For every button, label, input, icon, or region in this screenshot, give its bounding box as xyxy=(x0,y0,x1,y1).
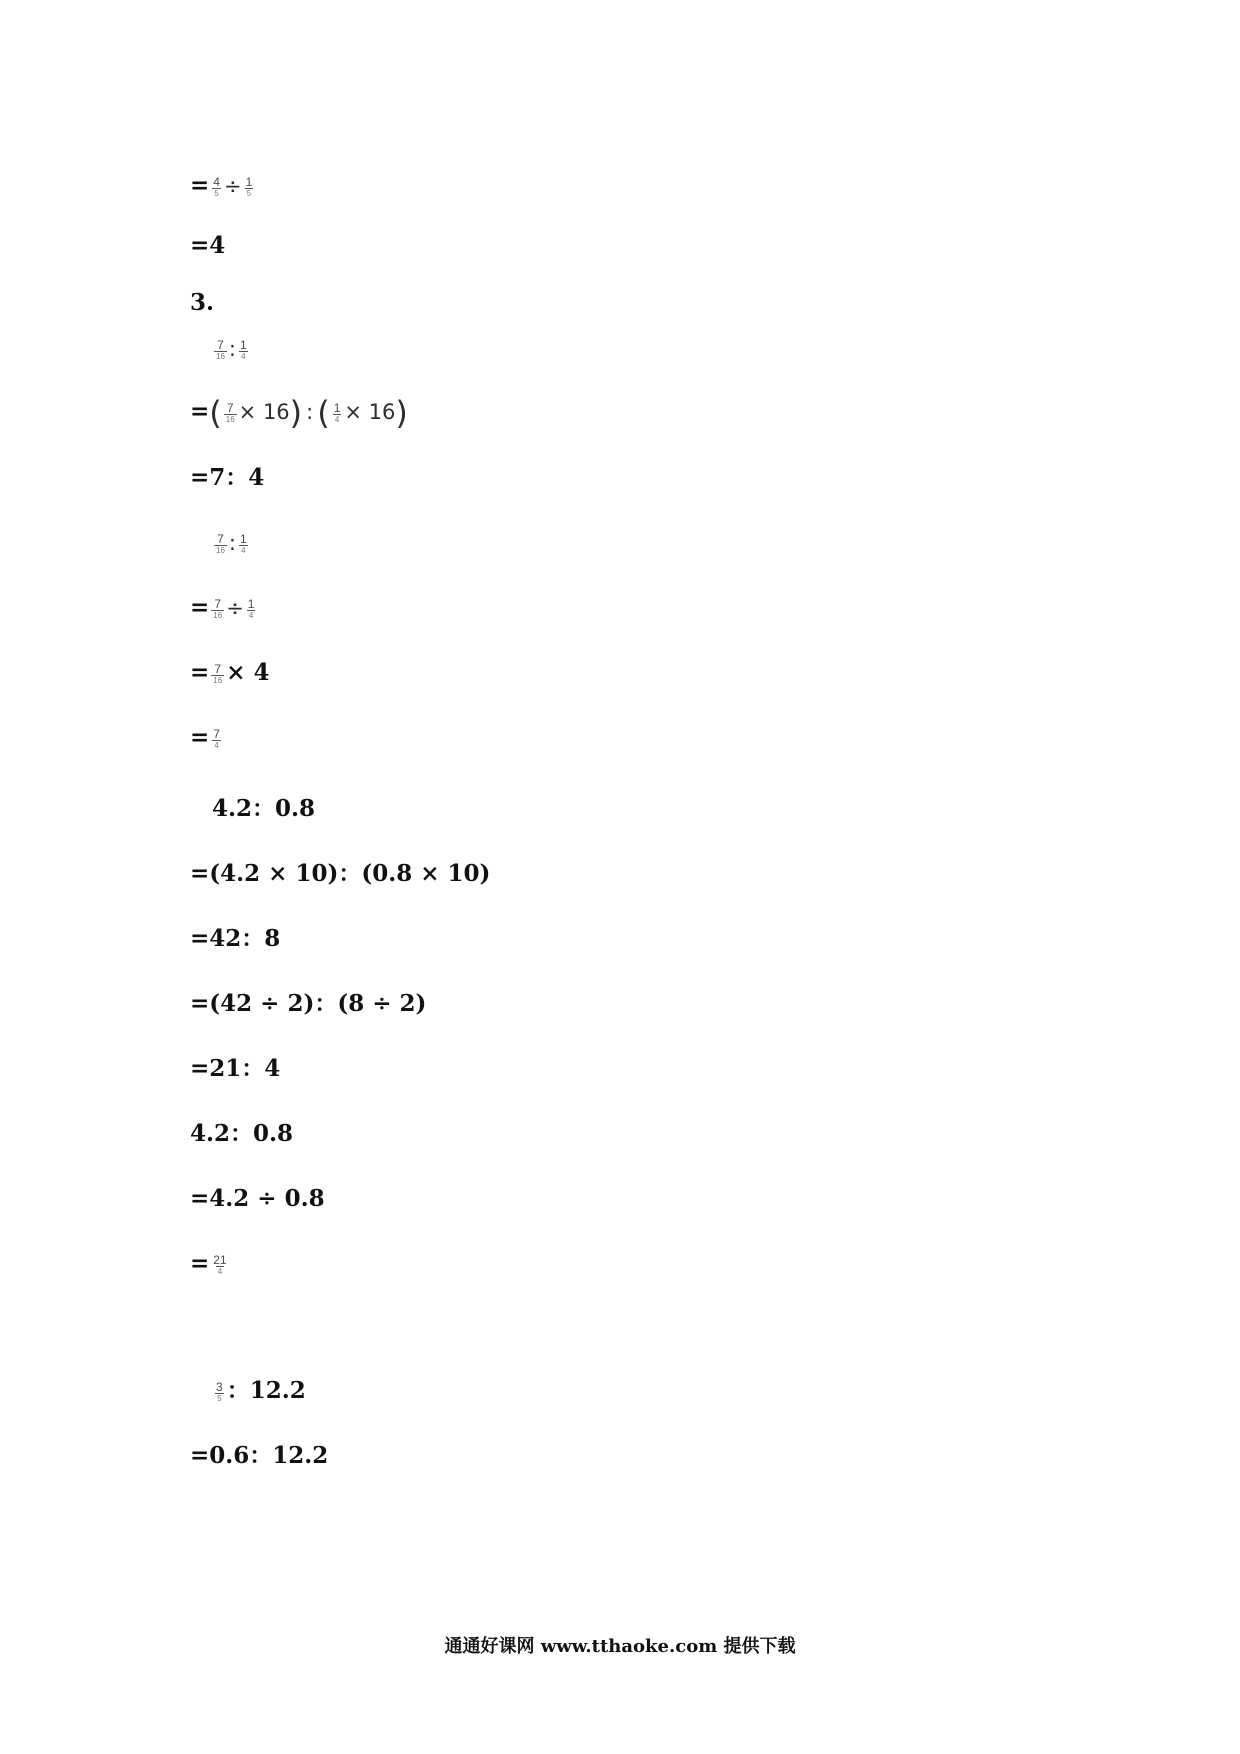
question-number: 3. xyxy=(190,289,215,316)
step-line: = $\frac{7}{16}$ × 4 xyxy=(190,659,270,686)
fraction: $\frac{7}{16}$ xyxy=(213,597,223,620)
fraction: $\frac{1}{5}$ xyxy=(245,175,253,198)
step-line: =4.2 ÷ 0.8 xyxy=(190,1185,325,1212)
step-line: $\frac{7}{16}$ : $\frac{1}{4}$ xyxy=(216,337,247,361)
step-line: = $\frac{7}{16}$ ÷ $\frac{1}{4}$ xyxy=(190,594,255,621)
step-line: =0.6：12.2 xyxy=(190,1442,329,1469)
step-line: =( $\frac{7}{16}$ × 16) : ( $\frac{1}{4}$ × 16) xyxy=(190,394,408,432)
fraction: $\frac{1}{4}$ xyxy=(247,597,255,620)
fraction: $\frac{4}{5}$ xyxy=(213,175,220,198)
step-line: =42：8 xyxy=(190,925,281,952)
fraction: $\frac{7}{16}$ xyxy=(216,338,225,361)
step-line: =(4.2 × 10)：(0.8 × 10) xyxy=(190,860,491,887)
step-line: =4 xyxy=(190,232,226,259)
step-line: $\frac{3}{5}$ ：12.2 xyxy=(216,1377,306,1404)
step-line: =7：4 xyxy=(190,464,265,491)
fraction: $\frac{1}{4}$ xyxy=(239,338,247,361)
step-line: = $\frac{21}{4}$ xyxy=(190,1250,227,1277)
step-line: = $\frac{7}{4}$ xyxy=(190,724,220,751)
step-line: 4.2：0.8 xyxy=(190,1120,294,1147)
step-line: = $\frac{4}{5}$ ÷ $\frac{1}{5}$ xyxy=(190,172,253,199)
fraction: $\frac{7}{16}$ xyxy=(213,662,223,685)
page-footer: 通通好课网 www.tthaoke.com 提供下载 xyxy=(444,1636,796,1657)
step-line: =21：4 xyxy=(190,1055,281,1082)
step-line: 4.2：0.8 xyxy=(212,795,316,822)
fraction: $\frac{7}{16}$ xyxy=(216,532,225,555)
step-line: $\frac{7}{16}$ : $\frac{1}{4}$ xyxy=(216,531,247,555)
fraction: $\frac{7}{16}$ xyxy=(225,401,235,424)
fraction: $\frac{1}{4}$ xyxy=(239,532,247,555)
fraction: $\frac{1}{4}$ xyxy=(333,401,341,424)
fraction: $\frac{21}{4}$ xyxy=(213,1253,227,1276)
step-line: =(42 ÷ 2)：(8 ÷ 2) xyxy=(190,990,427,1017)
fraction: $\frac{7}{4}$ xyxy=(213,727,220,750)
fraction: $\frac{3}{5}$ xyxy=(216,1380,223,1403)
